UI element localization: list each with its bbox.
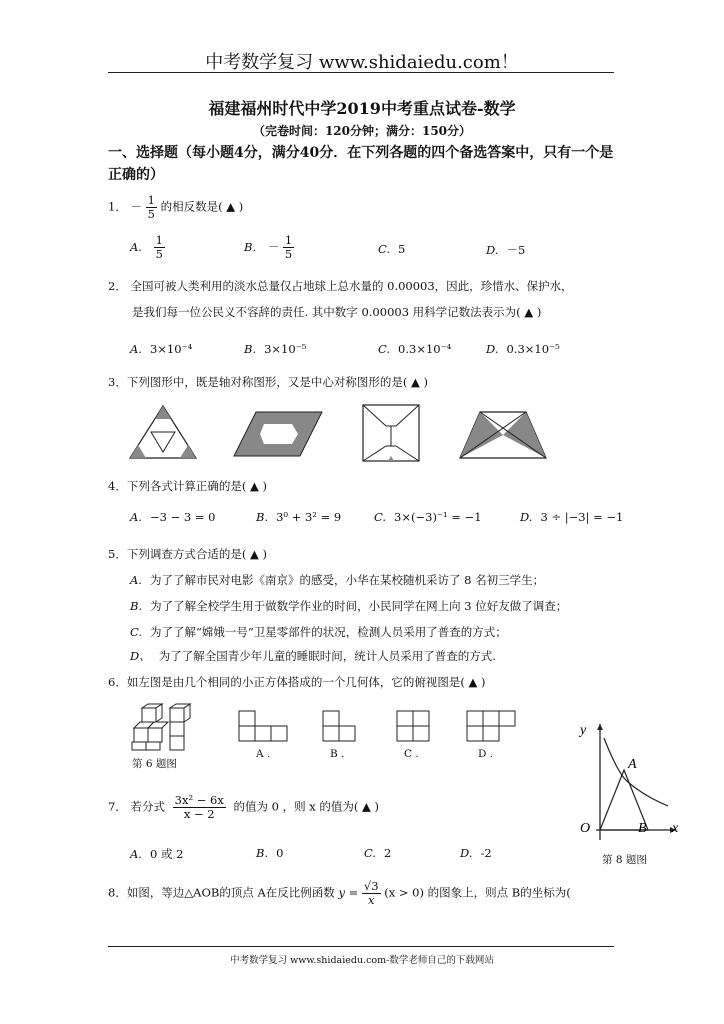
- question-8: 8．如图，等边△AOB的顶点 A在反比例函数 y = $\frac{√3}{x}$ (x > 0) 的图象上，则点 B的坐标为(: [108, 879, 571, 907]
- q5-option-d: D、 为了了解全国青少年儿童的睡眠时间，统计人员采用了普查的方式.: [130, 649, 496, 663]
- q6-label-b: B .: [330, 748, 345, 760]
- exam-subtitle: （完卷时间：120分钟；满分：150分）: [252, 124, 472, 138]
- q4-option-d: D. 3 ÷ |−3| = −1: [520, 510, 624, 524]
- q3-figure-c: [362, 404, 420, 462]
- q6-view-c: [396, 710, 430, 742]
- q2-line-2: 是我们每一位公民义不容辞的责任. 其中数字 0.00003 用科学记数法表示为( ▲ ): [132, 305, 542, 319]
- q1-option-d: D. －5: [486, 243, 526, 257]
- q4-option-a: A. −3 − 3 = 0: [130, 510, 216, 524]
- q6-view-b: [322, 710, 356, 742]
- page-footer: 中考数学复习 www.shidaiedu.com-数学老师自己的下载网站: [230, 955, 494, 966]
- q6-view-a: [238, 710, 288, 742]
- q5-option-c: C. 为了了解“嫦娥一号”卫星零部件的状况，检测人员采用了普查的方式；: [130, 625, 507, 639]
- q3-figure-d: [458, 410, 548, 460]
- q2-option-a: A. 3×10⁻⁴: [130, 342, 193, 356]
- page-header: 中考数学复习 www.shidaiedu.com！: [205, 52, 519, 73]
- q1-neg: －: [130, 199, 142, 214]
- q1-option-a: A. $\frac{1}{5}$: [130, 233, 163, 261]
- footer-rule: [108, 946, 614, 947]
- question-1: [108, 194, 243, 221]
- q8-graph: [566, 718, 686, 844]
- q8-label-o: O: [580, 821, 591, 836]
- q6-label-c: C .: [404, 748, 419, 760]
- q6-solid-figure: [130, 704, 192, 754]
- q6-view-d: [466, 710, 516, 742]
- q8-caption: 第 8 题图: [602, 854, 647, 866]
- q2-line-1: 2． 全国可被人类利用的淡水总量仅占地球上总水量的 0.00003，因此，珍惜水、保护水，: [108, 279, 573, 293]
- q4-option-c: C. 3×(−3)⁻¹ = −1: [374, 510, 482, 524]
- q1-stem: 的相反数是( ▲ ): [160, 199, 244, 214]
- q5-option-b: B. 为了了解全校学生用于做数学作业的时间，小民同学在网上向 3 位好友做了调查；: [130, 599, 568, 613]
- q7-option-b: B. 0: [256, 846, 284, 860]
- exam-title: 福建福州时代中学2019中考重点试卷-数学: [208, 99, 516, 118]
- q6-caption: 第 6 题图: [132, 758, 177, 770]
- q6-label-d: D .: [478, 748, 494, 760]
- question-5: 5．下列调查方式合适的是( ▲ ): [108, 547, 267, 561]
- q1-number: 1．: [108, 199, 127, 214]
- q4-option-b: B. 3⁰ + 3² = 9: [256, 510, 342, 524]
- question-3: 3．下列图形中，既是轴对称图形，又是中心对称图形的是( ▲ ): [108, 375, 428, 389]
- question-6: 6．如左图是由几个相同的小正方体搭成的一个几何体，它的俯视图是( ▲ ): [108, 675, 486, 689]
- q6-label-a: A .: [256, 748, 271, 760]
- q7-option-c: C. 2: [364, 846, 392, 860]
- q8-label-a: A: [628, 757, 637, 772]
- q7-option-d: D. -2: [460, 846, 492, 860]
- question-7: 7． 若分式 $\frac{\text{3x² − 6x}}{x - 2}$ 的值为 0 ，则 x 的值为( ▲ ): [108, 793, 380, 821]
- q8-label-y: y: [580, 723, 587, 738]
- q1-option-c: C. 5: [378, 242, 406, 256]
- q3-figure-a: [128, 404, 198, 460]
- q2-option-b: B. 3×10⁻⁵: [244, 342, 307, 356]
- section-heading: 一、选择题（每小题4分，满分40分．在下列各题的四个备选答案中，只有一个是正确的）: [108, 145, 614, 183]
- q1-option-b: B. － $\frac{1}{5}$: [244, 233, 293, 261]
- q2-option-d: D. 0.3×10⁻⁵: [486, 342, 560, 356]
- question-4: 4．下列各式计算正确的是( ▲ ): [108, 479, 267, 493]
- q3-figure-b: [232, 410, 324, 458]
- q2-option-c: C. 0.3×10⁻⁴: [378, 342, 452, 356]
- q8-label-b: B: [638, 821, 647, 836]
- q8-label-x: x: [672, 821, 679, 836]
- q5-option-a: A. 为了了解市民对电影《南京》的感受，小华在某校随机采访了 8 名初三学生；: [130, 573, 545, 587]
- q1-fraction: $\frac{1}{5}$: [147, 193, 155, 221]
- q7-option-a: A. 0 或 2: [130, 847, 184, 861]
- header-rule: [108, 72, 614, 73]
